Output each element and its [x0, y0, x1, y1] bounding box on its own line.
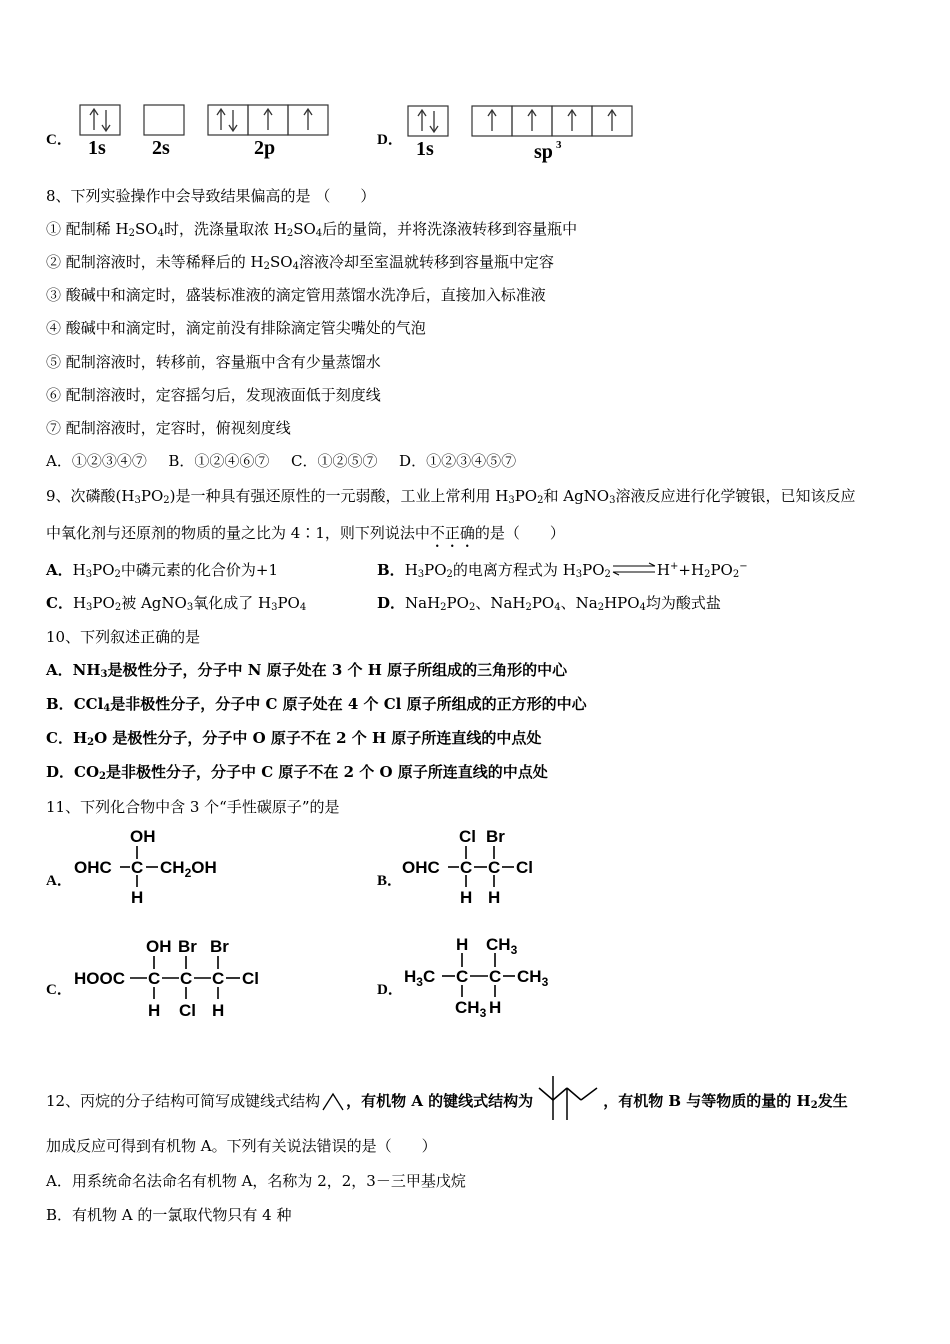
atom-h: H [488, 888, 501, 907]
q12-stem-line-2: 加成反应可得到有机物 A。下列有关说法错误的是（ ） [46, 1137, 437, 1155]
q8-option-b[interactable]: B．①②④⑥⑦ [168, 452, 270, 470]
q9-option-b[interactable]: B．$H_3PO_2$的电离方程式为 $H_3PO_2$ $H^++H_2PO_2^-$ [377, 561, 748, 580]
atom-cl: Cl [179, 1001, 196, 1020]
q8-option-d[interactable]: D．①②③④⑤⑦ [399, 452, 517, 470]
q8-item-2: ② 配制溶液时，未等稀释后的 $H_2SO_4$溶液冷却至室温就转移到容量瓶中定容 [46, 253, 554, 272]
q10-option-c[interactable]: C．$H_2O$ 是极性分子，分子中 O 原子不在 2 个 H 原子所连直线的中点处 [46, 729, 542, 748]
equilibrium-arrow-icon [611, 562, 657, 576]
atom-h: H [489, 998, 502, 1017]
atom-c: C [488, 858, 501, 877]
q11-option-a-structure [72, 826, 262, 908]
atom-h: H [212, 1001, 225, 1020]
atom-c: C [131, 858, 144, 877]
atom-c: C [456, 967, 469, 986]
atom-c: C [148, 969, 161, 988]
q8-item-3: ③ 酸碱中和滴定时，盛装标准液的滴定管用蒸馏水洗净后，直接加入标准液 [46, 286, 546, 304]
q8-option-a[interactable]: A．①②③④⑦ [46, 452, 147, 470]
atom-hooc: HOOC [74, 969, 125, 988]
atom-c: C [489, 967, 502, 986]
q9-option-d[interactable]: D．$NaH_2PO_2$、$NaH_2PO_4$、$Na_2HPO_4$均为酸式盐 [377, 594, 721, 613]
atom-c: C [212, 969, 225, 988]
atom-c: C [180, 969, 193, 988]
q7-option-c-label: C． [46, 132, 72, 148]
q12-option-a[interactable]: A．用系统命名法命名有机物 A，名称为 2，2，3－三甲基戊烷 [46, 1172, 466, 1190]
orbital-label-2s: 2s [152, 137, 170, 159]
q11-option-d-structure [402, 933, 572, 1023]
atom-h: H [131, 888, 144, 907]
orbital-label-sp3-superscript: 3 [556, 139, 562, 151]
q7-option-d-orbital-diagram [406, 100, 641, 164]
q11-option-c-structure [72, 935, 272, 1023]
orbital-label-2p: 2p [254, 137, 276, 159]
atom-ch3: $CH_3$ [486, 935, 518, 957]
q9-option-c[interactable]: C．$H_3PO_2$被 AgNO$_3$氧化成了 $H_3PO_4$ [46, 594, 307, 613]
atom-br: Br [210, 937, 229, 956]
q8-item-1: ① 配制稀 $H_2SO_4$时，洗涤量取浓 $H_2SO_4$后的量筒，并将洗涤液转移到容量瓶中 [46, 220, 578, 239]
atom-h: H [456, 935, 469, 954]
atom-c: C [460, 858, 473, 877]
atom-h3c: $H_3C$ [404, 967, 436, 989]
q8-answer-options [46, 451, 516, 471]
q8-option-c[interactable]: C．①②⑤⑦ [291, 452, 378, 470]
q10-option-d[interactable]: D．$CO_2$是非极性分子，分子中 C 原子不在 2 个 O 原子所连直线的中点处 [46, 763, 548, 782]
atom-h: H [460, 888, 473, 907]
atom-br: Br [178, 937, 197, 956]
q11-option-c-label[interactable]: C． [46, 982, 72, 998]
q7-option-c-orbital-diagram [78, 100, 338, 160]
q8-stem: 8、下列实验操作中会导致结果偏高的是 （ ） [46, 187, 376, 205]
q8-item-5: ⑤ 配制溶液时，转移前，容量瓶中含有少量蒸馏水 [46, 353, 381, 371]
q11-option-b-structure [402, 826, 562, 908]
compound-a-skeletal-icon [533, 1074, 603, 1124]
atom-ohc: OHC [74, 858, 112, 877]
atom-br: Br [486, 827, 505, 846]
atom-h: H [148, 1001, 161, 1020]
q9-stem-line-2: 中氧化剂与还原剂的物质的量之比为 4∶1，则下列说法中不正确的是（ ） [46, 524, 565, 542]
propane-skeletal-icon [320, 1090, 346, 1112]
q9-stem-line-1: 9、次磷酸$(H_3PO_2)$是一种具有强还原性的一元弱酸，工业上常利用 $H_3PO_2$和 AgNO$_3$溶液反应进行化学镀银，已知该反应 [46, 487, 856, 506]
atom-cl: Cl [516, 858, 533, 877]
q12-option-b[interactable]: B．有机物 A 的一氯取代物只有 4 种 [46, 1206, 292, 1224]
q11-option-d-label[interactable]: D． [377, 982, 403, 998]
orbital-label-sp3: sp [534, 141, 553, 163]
emphasis-not-correct: 不正确 [429, 524, 475, 542]
orbital-label-1s: 1s [416, 138, 434, 160]
q11-stem: 11、下列化合物中含 3 个“手性碳原子”的是 [46, 798, 340, 816]
q8-item-4: ④ 酸碱中和滴定时，滴定前没有排除滴定管尖嘴处的气泡 [46, 319, 426, 337]
q10-option-b[interactable]: B．CCl$_4$是非极性分子，分子中 C 原子处在 4 个 Cl 原子所组成的正方形的中心 [46, 695, 587, 714]
q10-option-a[interactable]: A．$NH_3$是极性分子，分子中 N 原子处在 3 个 H 原子所组成的三角形的中心 [46, 661, 568, 680]
q9-option-a[interactable]: A．$H_3PO_2$中磷元素的化合价为+1 [46, 561, 278, 580]
atom-cl: Cl [242, 969, 259, 988]
atom-ohc: OHC [402, 858, 440, 877]
q10-stem: 10、下列叙述正确的是 [46, 628, 201, 646]
orbital-label-1s: 1s [88, 137, 106, 159]
atom-cl: Cl [459, 827, 476, 846]
q11-option-a-label[interactable]: A． [46, 873, 72, 889]
atom-oh: OH [130, 827, 156, 846]
atom-ch3: $CH_3$ [517, 967, 549, 989]
atom-oh: OH [146, 937, 172, 956]
q7-option-d-label: D． [377, 132, 403, 148]
q12-stem-line-1: 12、丙烷的分子结构可简写成键线式结构 ，有机物 A 的键线式结构为 ，有机物 B 与等物质的量的 $H_2$发生 [46, 1074, 848, 1124]
q8-item-6: ⑥ 配制溶液时，定容摇匀后，发现液面低于刻度线 [46, 386, 381, 404]
q8-item-7: ⑦ 配制溶液时，定容时，俯视刻度线 [46, 419, 291, 437]
electron-arrows-icon [90, 109, 312, 131]
q11-option-b-label[interactable]: B． [377, 873, 403, 889]
atom-ch3: $CH_3$ [455, 998, 487, 1020]
atom-ch2oh: $CH_2OH$ [160, 858, 217, 880]
